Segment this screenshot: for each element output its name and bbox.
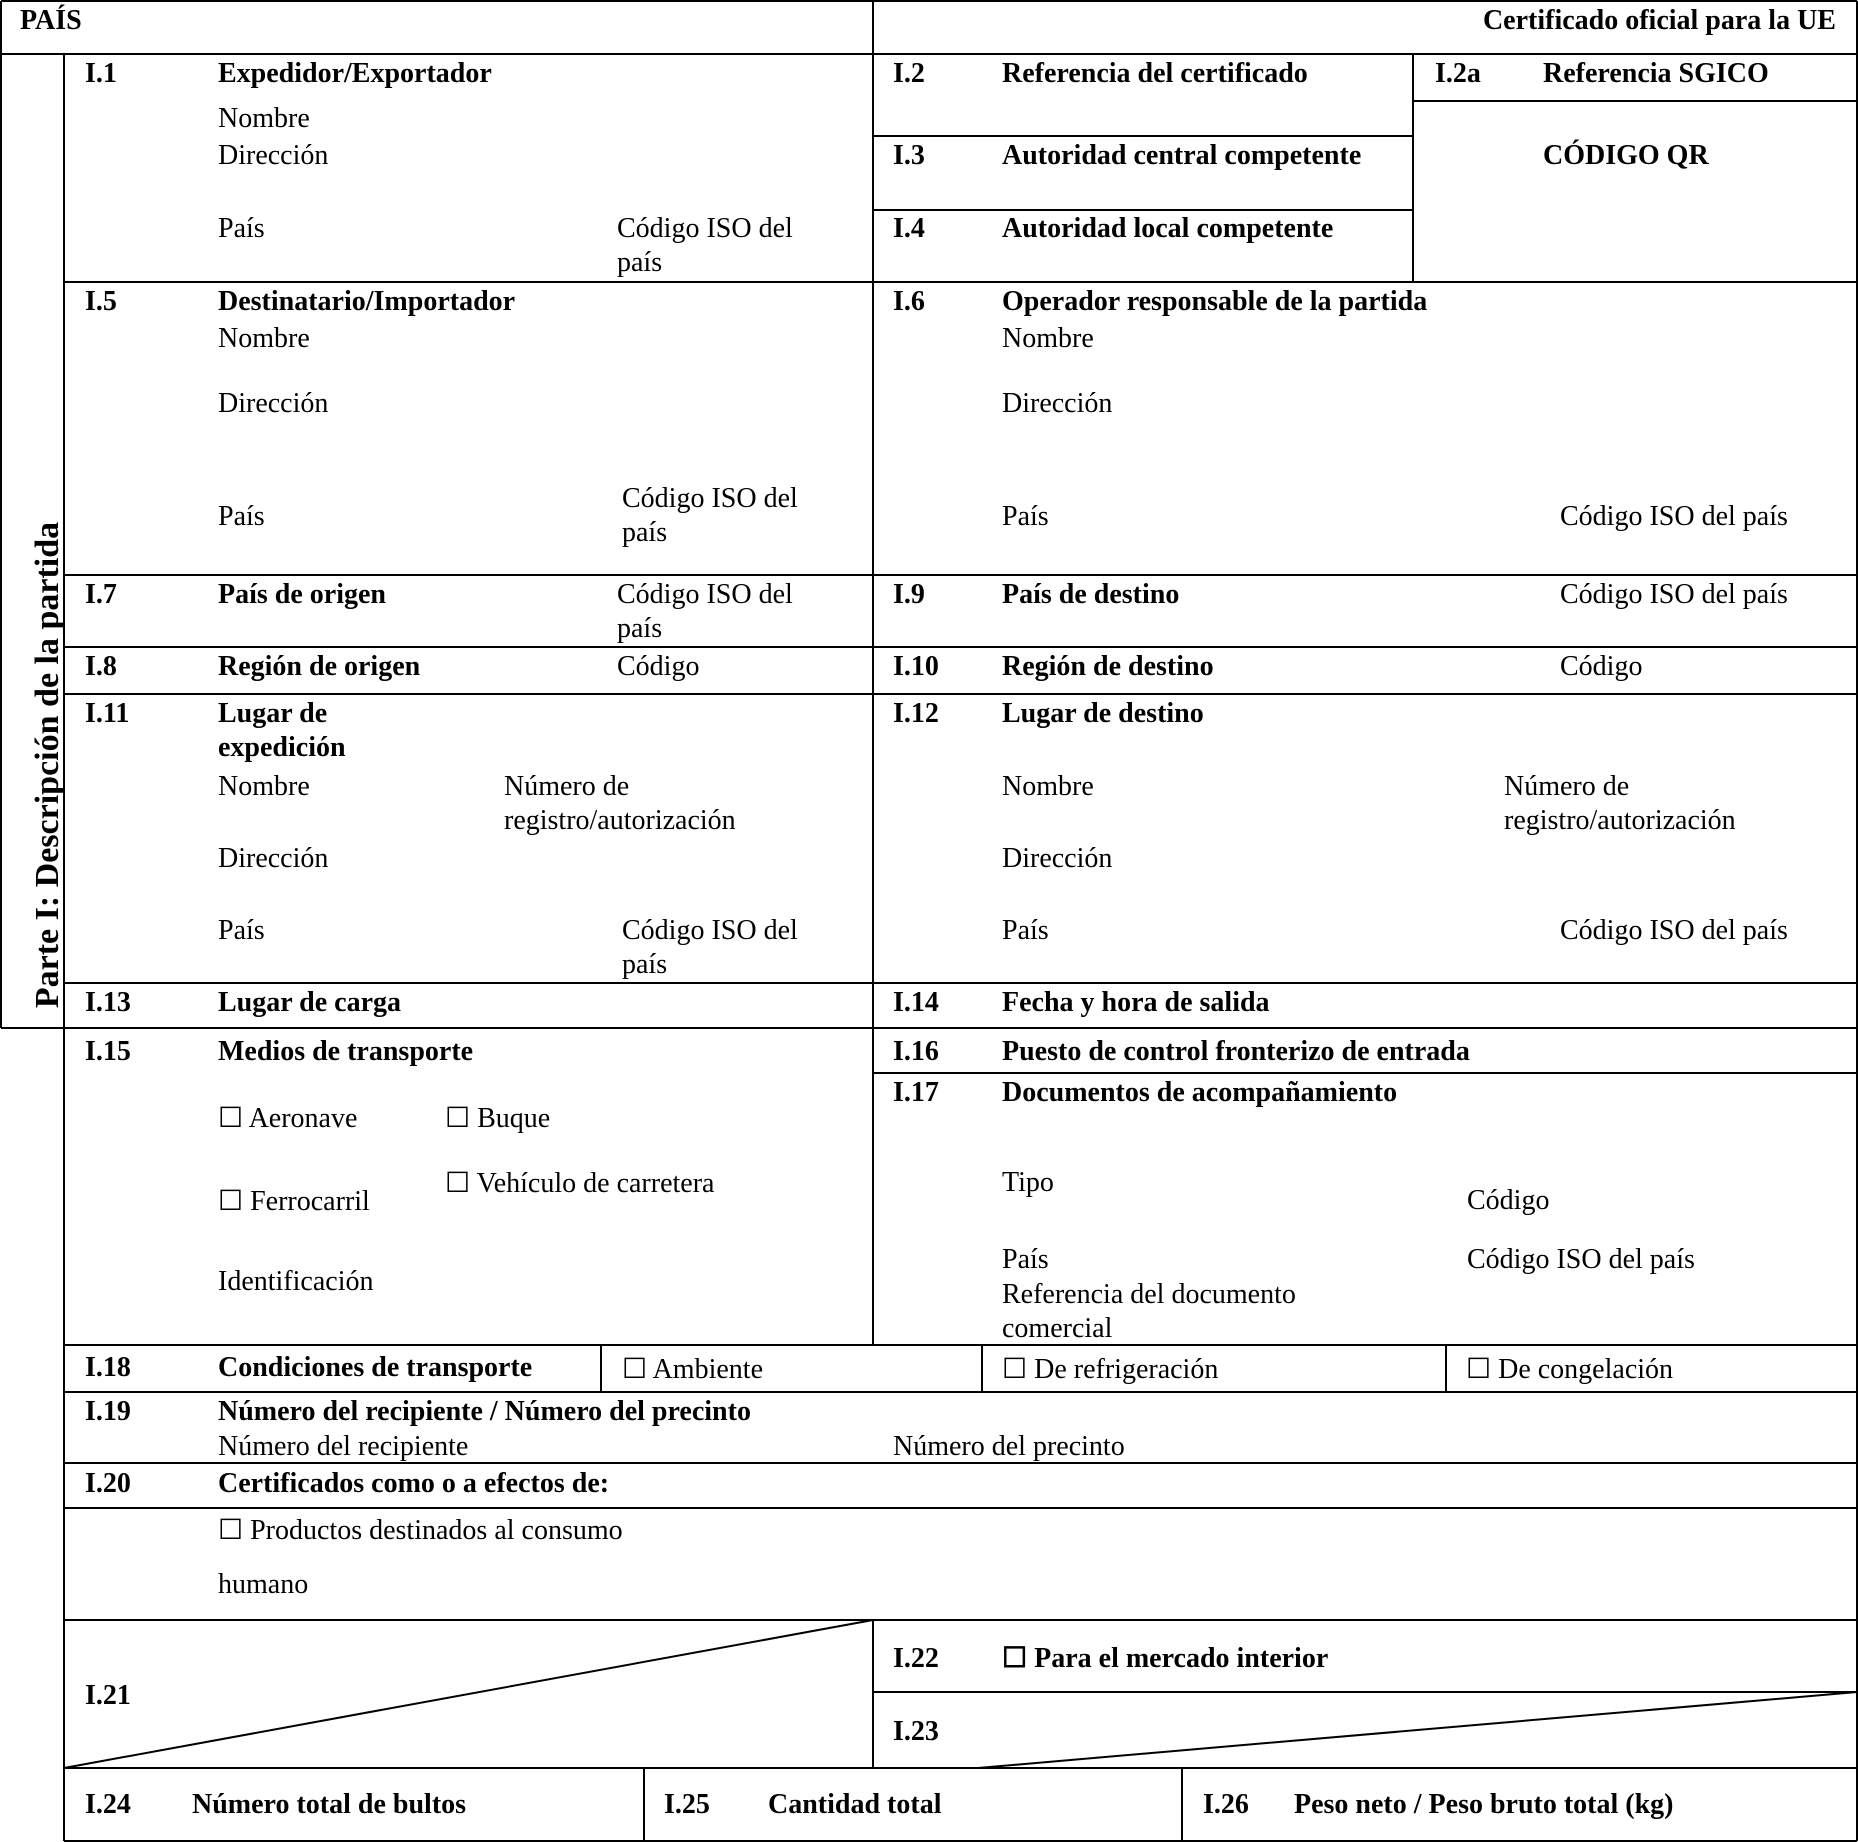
option-aircraft[interactable] [218,1102,357,1136]
box-title-i6: Operador responsable de la partida [1002,286,1428,317]
option-railway-label: Ferrocarril [250,1186,370,1217]
checkbox-icon: ☐ [1002,1643,1028,1674]
destination-country-label: País [1002,915,1049,946]
box-code-i3: I.3 [893,140,925,171]
checkbox-icon: ☐ [622,1354,648,1385]
box-code-i13: I.13 [85,987,131,1018]
box-title-i15: Medios de transporte [218,1036,474,1067]
box-code-i12: I.12 [893,698,939,729]
checkbox-icon: ☐ [445,1168,471,1199]
option-internal-market[interactable] [1002,1642,1328,1676]
option-human-consumption-cont: humano [218,1569,309,1600]
option-human-consumption-label: Productos destinados al consumo [250,1515,623,1546]
option-chilled-label: De refrigeración [1034,1354,1219,1385]
box-title-i7: País de origen [218,579,386,610]
option-internal-market-label: Para el mercado interior [1034,1643,1329,1674]
box-title-i20: Certificados como o a efectos de: [218,1468,610,1499]
checkbox-icon: ☐ [1466,1354,1492,1385]
box-code-i16: I.16 [893,1036,939,1067]
box-title-i2: Referencia del certificado [1002,58,1308,89]
document-type-label: Tipo [1002,1167,1054,1198]
box-title-i5: Destinatario/Importador [218,286,516,317]
box-code-i4: I.4 [893,213,925,244]
consignee-country-label: País [218,501,265,532]
box-title-i13: Lugar de carga [218,987,402,1018]
option-railway[interactable] [218,1185,370,1219]
option-aircraft-label: Aeronave [248,1103,358,1134]
box-title-i1: Expedidor/Exportador [218,58,492,89]
box-title-i10: Región de destino [1002,651,1214,682]
destination-reg-label: Número de registro/autorización [1504,771,1736,836]
option-frozen-label: De congelación [1498,1354,1674,1385]
destination-address-label: Dirección [1002,843,1113,874]
box-code-i2a: I.2a [1435,58,1481,89]
dispatch-name-label: Nombre [218,771,310,802]
option-chilled[interactable] [1002,1353,1218,1387]
box-code-i14: I.14 [893,987,939,1018]
box-title-i18: Condiciones de transporte [218,1352,533,1383]
box-code-i8: I.8 [85,651,117,682]
seal-number-label: Número del precinto [893,1431,1125,1462]
box-code-i11: I.11 [85,698,130,729]
consignee-address-label: Dirección [218,388,329,419]
box-title-i3: Autoridad central competente [1002,140,1362,171]
destination-name-label: Nombre [1002,771,1094,802]
destination-region-code-label: Código [1560,651,1643,682]
consignor-iso-label: Código ISO del país [617,213,793,278]
checkbox-icon: ☐ [1002,1354,1028,1385]
dispatch-address-label: Dirección [218,843,329,874]
certificate-title: Certificado oficial para la UE [1482,5,1836,36]
operator-name-label: Nombre [1002,323,1094,354]
box-code-i6: I.6 [893,286,925,317]
box-title-i8: Región de origen [218,651,421,682]
dispatch-country-label: País [218,915,265,946]
operator-country-label: País [1002,501,1049,532]
consignor-country-label: País [218,213,265,244]
document-iso-label: Código ISO del país [1467,1244,1695,1275]
operator-iso-label: Código ISO del país [1560,501,1788,532]
dispatch-iso-label: Código ISO del país [622,915,798,980]
box-code-i24: I.24 [85,1789,131,1820]
option-ambient[interactable] [622,1353,763,1387]
option-ambient-label: Ambiente [652,1354,763,1385]
box-code-i10: I.10 [893,651,939,682]
box-title-i4: Autoridad local competente [1002,213,1334,244]
checkbox-icon: ☐ [218,1186,244,1217]
origin-region-code-label: Código [617,651,700,682]
checkbox-icon: ☐ [218,1515,244,1546]
option-road-vehicle[interactable] [445,1167,714,1201]
box-code-i17: I.17 [893,1077,939,1108]
box-title-i19: Número del recipiente / Número del precinto [218,1396,751,1427]
box-title-i17: Documentos de acompañamiento [1002,1077,1398,1108]
box-code-i26: I.26 [1203,1789,1249,1820]
container-number-label: Número del recipiente [218,1431,469,1462]
option-ship-label: Buque [477,1103,551,1134]
option-human-consumption[interactable] [218,1514,623,1548]
box-code-i23: I.23 [893,1716,939,1747]
box-code-i18: I.18 [85,1352,131,1383]
option-road-vehicle-label: Vehículo de carretera [476,1168,715,1199]
box-code-i9: I.9 [893,579,925,610]
checkbox-icon: ☐ [445,1103,471,1134]
document-country-label: País [1002,1244,1049,1275]
box-code-i19: I.19 [85,1396,131,1427]
document-code-label: Código [1467,1185,1550,1216]
consignee-name-label: Nombre [218,323,310,354]
box-title-i2a: Referencia SGICO [1543,58,1769,89]
box-code-i5: I.5 [85,286,117,317]
destination-place-iso-label: Código ISO del país [1560,915,1788,946]
box-code-i1: I.1 [85,58,117,89]
option-frozen[interactable] [1466,1353,1673,1387]
box-title-i26: Peso neto / Peso bruto total (kg) [1294,1789,1674,1820]
box-code-i7: I.7 [85,579,117,610]
destination-iso-label: Código ISO del país [1560,579,1788,610]
origin-iso-label: Código ISO del país [617,579,793,644]
option-ship[interactable] [445,1102,550,1136]
box-title-i9: País de destino [1002,579,1180,610]
country-header: PAÍS [20,5,82,36]
box-title-i12: Lugar de destino [1002,698,1204,729]
consignor-address-label: Dirección [218,140,329,171]
box-code-i15: I.15 [85,1036,131,1067]
box-title-i24: Número total de bultos [192,1789,467,1820]
box-title-i14: Fecha y hora de salida [1002,987,1270,1018]
consignor-name-label: Nombre [218,103,310,134]
operator-address-label: Dirección [1002,388,1113,419]
transport-identification-label: Identificación [218,1266,374,1297]
commercial-doc-ref-label: Referencia del documento comercial [1002,1279,1296,1344]
consignee-iso-label: Código ISO del país [622,483,798,548]
box-title-i25: Cantidad total [768,1789,942,1820]
box-code-i25: I.25 [664,1789,710,1820]
box-code-i2: I.2 [893,58,925,89]
box-code-i20: I.20 [85,1468,131,1499]
box-title-i11: Lugar de expedición [218,698,346,763]
dispatch-reg-label: Número de registro/autorización [504,771,736,836]
box-title-i16: Puesto de control fronterizo de entrada [1002,1036,1470,1067]
box-code-i21: I.21 [85,1680,131,1711]
part-label-text: Parte I: Descripción de la partida [29,521,66,1009]
qr-code-placeholder: CÓDIGO QR [1543,140,1709,171]
checkbox-icon: ☐ [218,1103,244,1134]
box-code-i22: I.22 [893,1643,939,1674]
